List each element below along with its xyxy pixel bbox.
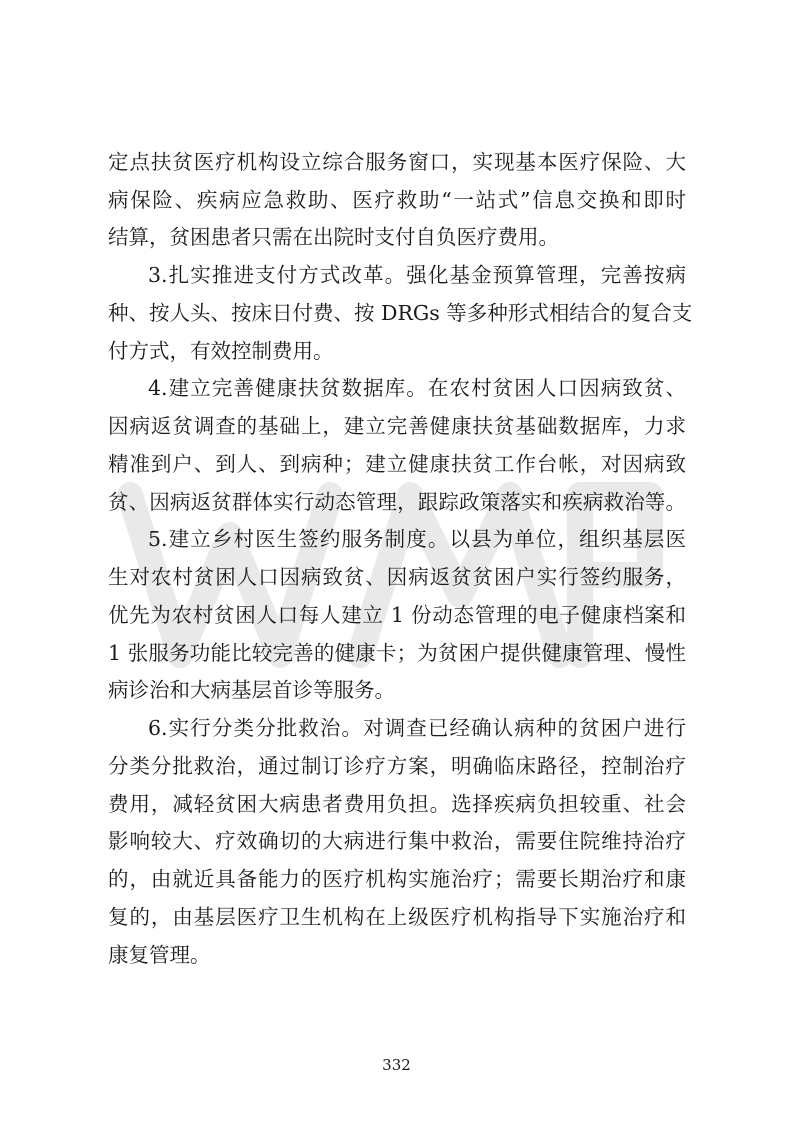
text-line: 付方式，有效控制费用。	[108, 339, 334, 363]
text-line: 复的，由基层医疗卫生机构在上级医疗机构指导下实施治疗和	[108, 905, 686, 929]
text-line: 1 张服务功能比较完善的健康卡；为贫困户提供健康管理、慢性	[108, 641, 686, 665]
text-line: 4.建立完善健康扶贫数据库。在农村贫困人口因病致贫、	[148, 376, 686, 400]
text-line: 种、按人头、按床日付费、按 DRGs 等多种形式相结合的复合支	[108, 301, 693, 325]
text-line: 贫、因病返贫群体实行动态管理，跟踪政策落实和疾病救治等。	[108, 490, 686, 514]
text-line: 结算，贫困患者只需在出院时支付自负医疗费用。	[108, 225, 559, 249]
text-line: 病诊治和大病基层首诊等服务。	[108, 678, 395, 702]
text-line: 费用，减轻贫困大病患者费用负担。选择疾病负担较重、社会	[108, 792, 686, 816]
text-line: 生对农村贫困人口因病致贫、因病返贫贫困户实行签约服务，	[108, 565, 686, 589]
text-line: 康复管理。	[108, 943, 211, 967]
text-line: 因病返贫调查的基础上，建立完善健康扶贫基础数据库，力求	[108, 414, 686, 438]
text-line: 影响较大、疗效确切的大病进行集中救治，需要住院维持治疗	[108, 829, 686, 853]
text-line: 精准到户、到人、到病种；建立健康扶贫工作台帐，对因病致	[108, 452, 686, 476]
text-line: 优先为农村贫困人口每人建立 1 份动态管理的电子健康档案和	[108, 603, 686, 627]
text-line: 的，由就近具备能力的医疗机构实施治疗；需要长期治疗和康	[108, 867, 686, 891]
text-line: 5.建立乡村医生签约服务制度。以县为单位，组织基层医	[148, 527, 686, 551]
text-line: 6.实行分类分批救治。对调查已经确认病种的贫困户进行	[148, 716, 686, 740]
text-line: 3.扎实推进支付方式改革。强化基金预算管理，完善按病	[148, 263, 686, 287]
text-line: 病保险、疾病应急救助、医疗救助“一站式”信息交换和即时	[108, 188, 686, 212]
page-number: 332	[382, 1056, 411, 1074]
text-line: 分类分批救治，通过制订诊疗方案，明确临床路径，控制治疗	[108, 754, 686, 778]
text-line: 定点扶贫医疗机构设立综合服务窗口，实现基本医疗保险、大	[108, 150, 686, 174]
